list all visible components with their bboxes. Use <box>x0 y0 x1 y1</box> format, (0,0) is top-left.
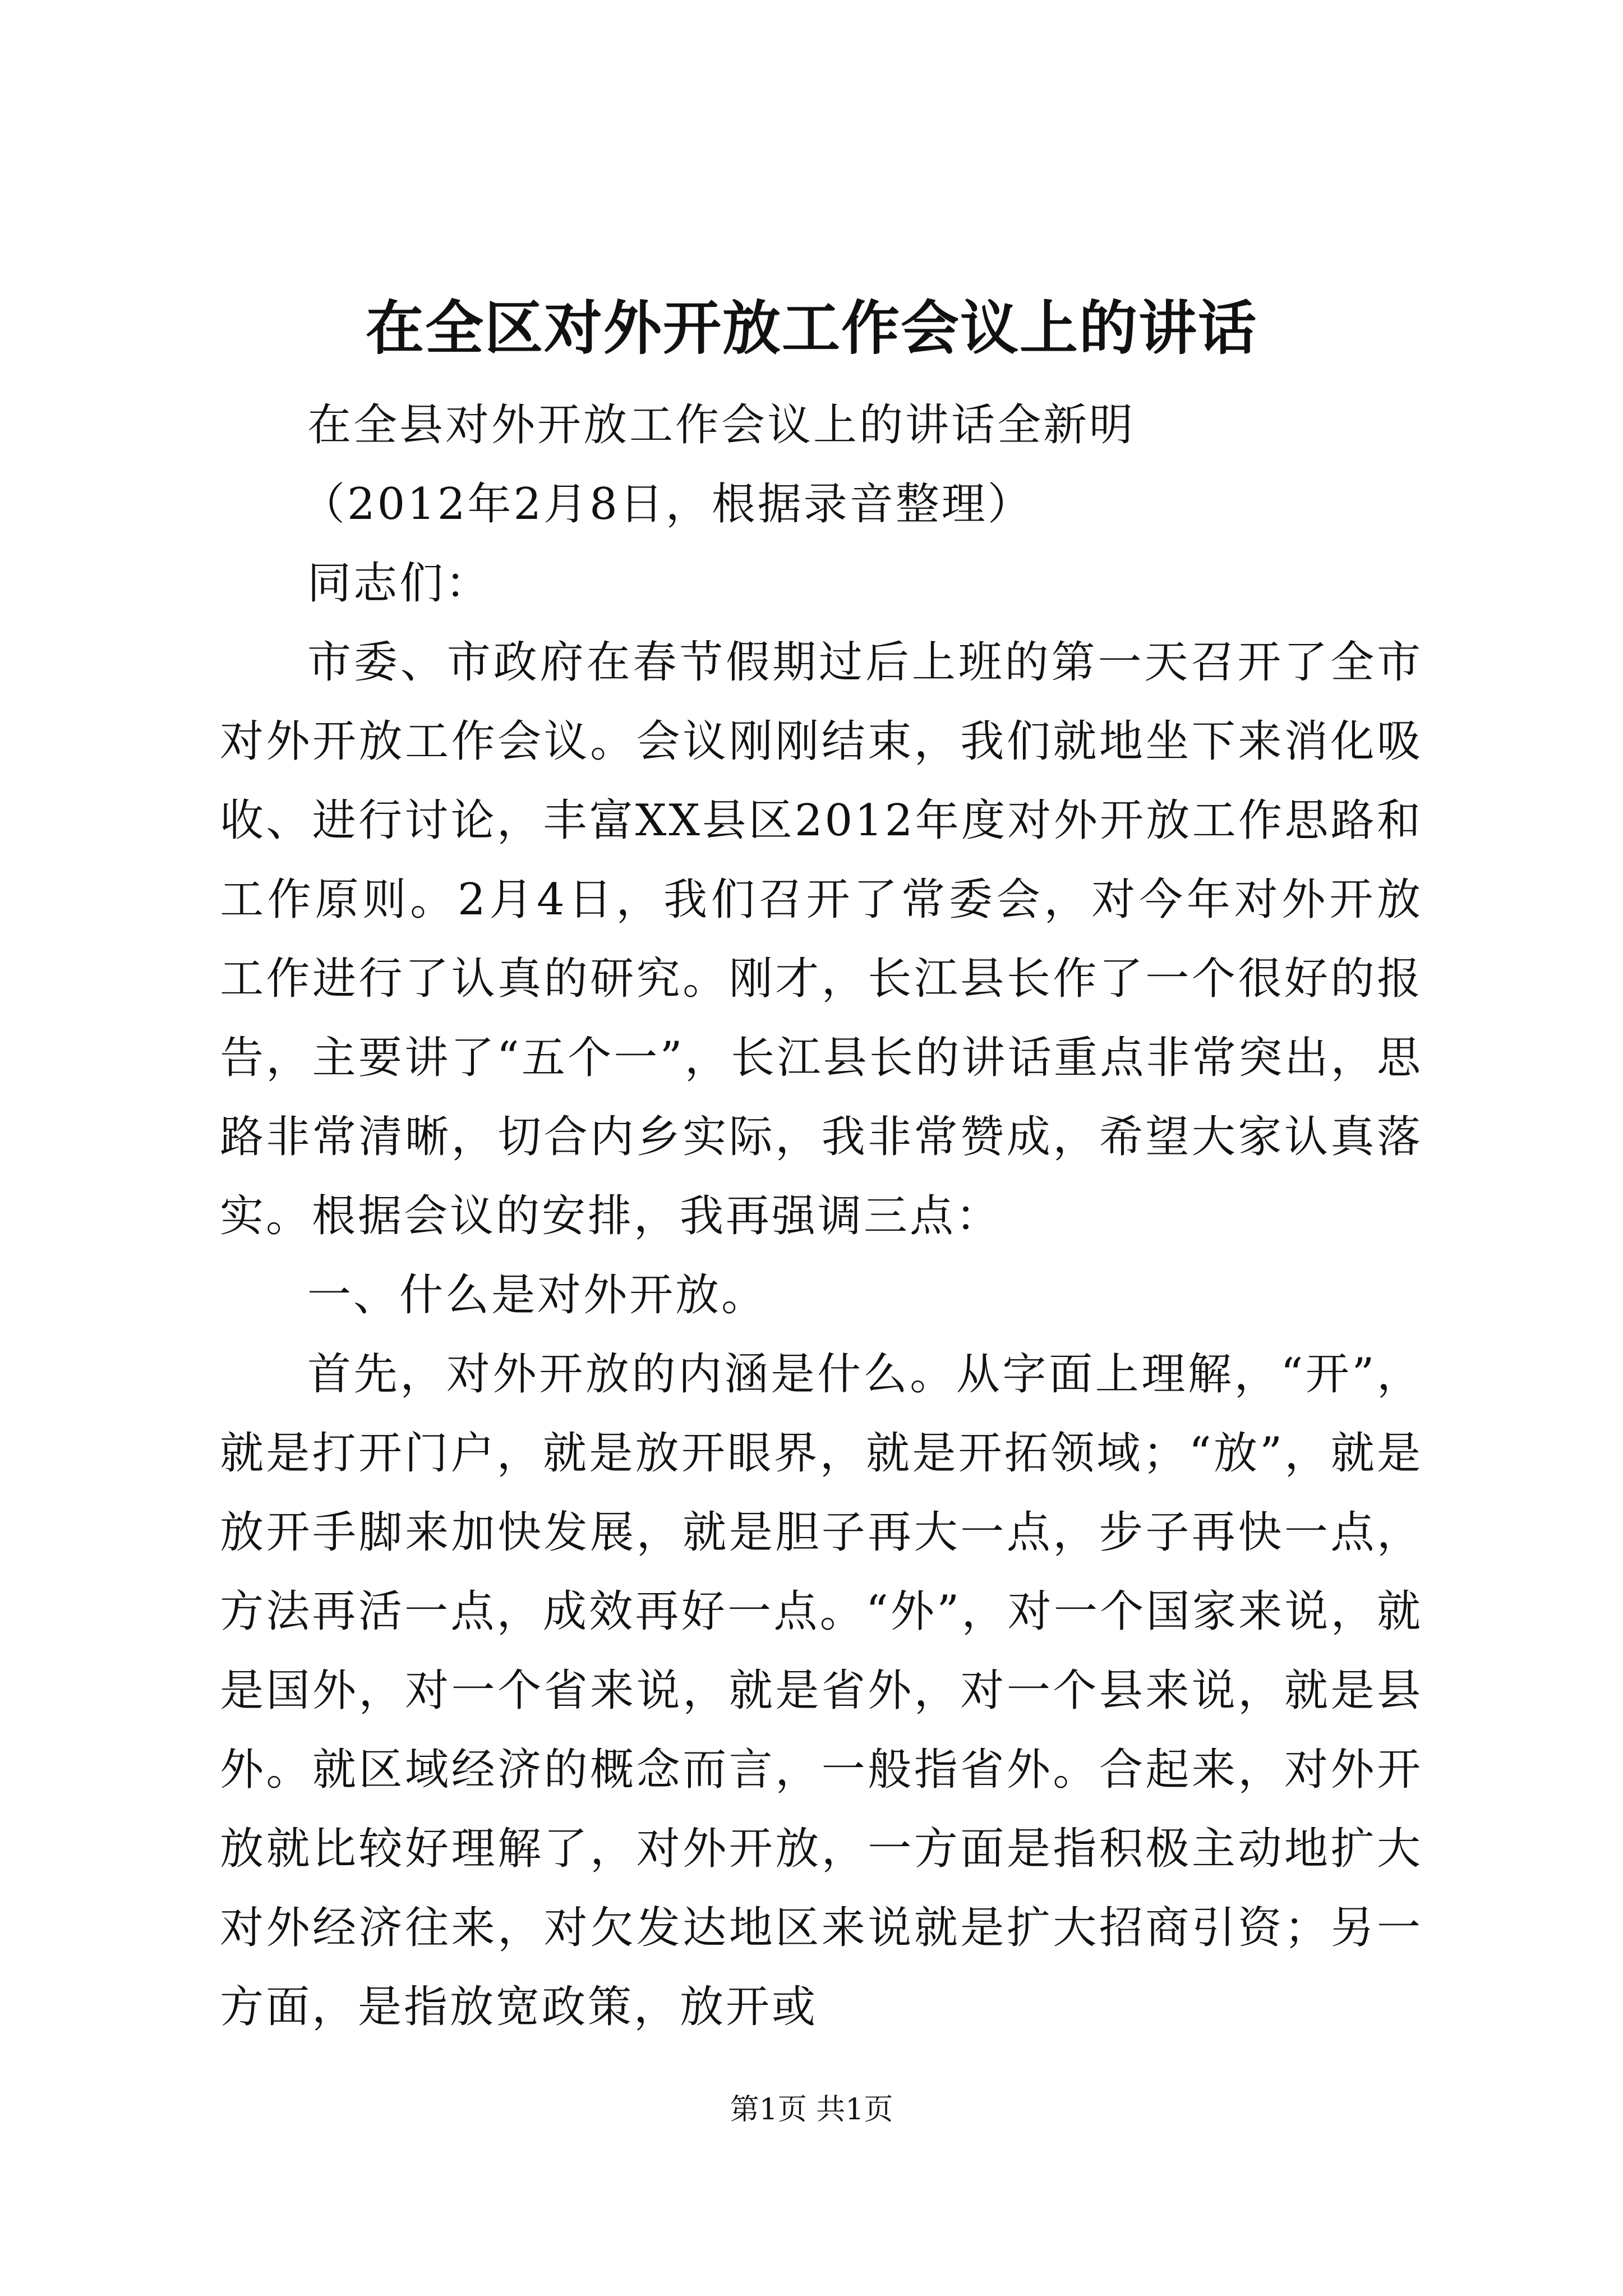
subtitle-line: 在全县对外开放工作会议上的讲话全新明 <box>307 400 1136 450</box>
paragraph-intro: 市委、市政府在春节假期过后上班的第一天召开了全市对外开放工作会议。会议刚刚结束，我们就地坐下来消化吸收、进行讨论，丰富XX县区2012年度对外开放工作思路和工作原则。2月4日，我们召开了常委会，对今年对外开放工作进行了认真的研究。刚才，长江县长作了一个很好的报告，主要讲了“五个一”，长江县长的讲话重点非常突出，思路非常清晰，切合内乡实际，我非常赞成，希望大家认真落实。根据会议的安排，我再强调三点： <box>220 637 1423 1241</box>
salutation: 同志们： <box>307 558 492 609</box>
document-body <box>220 386 1423 2047</box>
document-title: 在全区对外开放工作会议上的讲话 <box>365 293 1257 362</box>
paragraph-definition: 首先，对外开放的内涵是什么。从字面上理解，“开”，就是打开门户，就是放开眼界，就是开拓领域；“放”，就是放开手脚来加快发展，就是胆子再大一点，步子再快一点，方法再活一点，成效再好一点。“外”，对一个国家来说，就是国外，对一个省来说，就是省外，对一个县来说，就是县外。就区域经济的概念而言，一般指省外。合起来，对外开放就比较好理解了，对外开放，一方面是指积极主动地扩大对外经济往来，对欠发达地区来说就是扩大招商引资；另一方面，是指放宽政策，放开或 <box>220 1349 1423 2032</box>
section-heading-1: 一、什么是对外开放。 <box>307 1270 768 1320</box>
page-footer: 第1页 共1页 <box>730 2093 893 2127</box>
date-note: （2012年2月8日，根据录音整理） <box>301 479 1034 530</box>
